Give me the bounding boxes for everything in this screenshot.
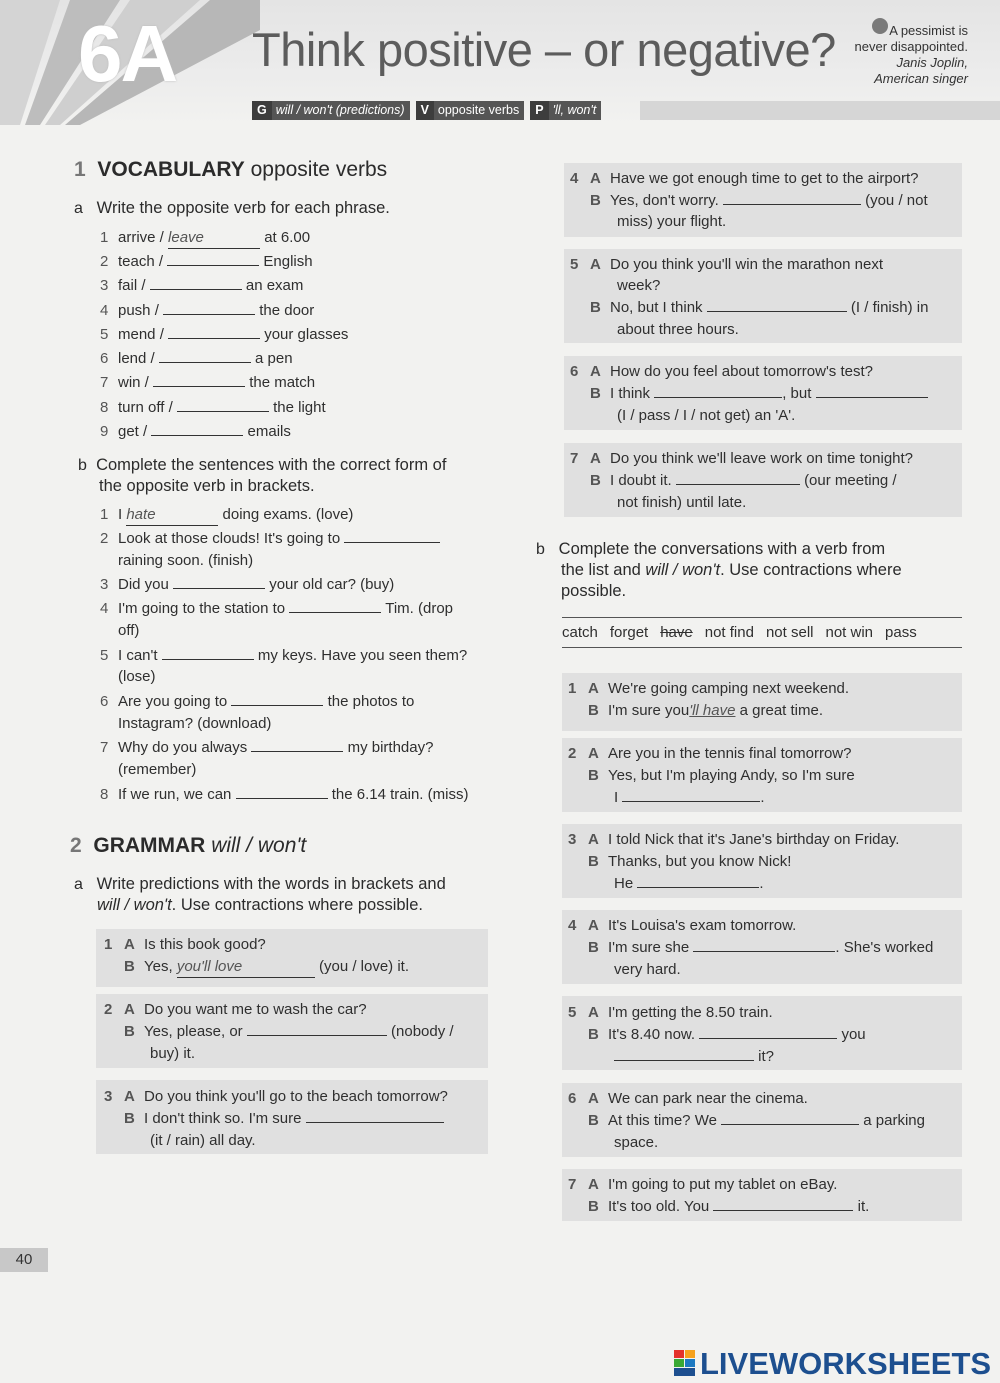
dialogue-text: . She's worked xyxy=(835,939,934,956)
dialogue-text: , but xyxy=(782,385,812,402)
word-list-item: not sell xyxy=(765,624,814,641)
answer-field[interactable] xyxy=(622,788,760,802)
item-prompt: teach / xyxy=(118,253,164,270)
dialogue-text: I xyxy=(614,789,619,806)
word-list-item-used: have xyxy=(660,624,693,641)
dialogue-text: Yes, xyxy=(144,958,173,975)
item-rest: the 6.14 train. (miss) xyxy=(331,786,469,803)
dialogue-text: (you / love) it. xyxy=(318,958,410,975)
dialogue-line-a: 3 A Do you think you'll go to the beach tomorrow? xyxy=(104,1088,448,1105)
tag-pronunciation xyxy=(530,101,601,120)
dialogue-line-a: 6 A We can park near the cinema. xyxy=(568,1090,808,1107)
answer-field[interactable]: you'll love xyxy=(177,957,315,978)
item-rest: the light xyxy=(273,399,326,416)
item-rest: doing exams. (love) xyxy=(222,506,354,523)
instruction-text: . Use contractions where possible. xyxy=(171,896,423,914)
dialogue-text: (our meeting / xyxy=(804,472,897,489)
dialogue-line-b: B Thanks, but you know Nick! xyxy=(588,853,792,870)
dialogue-text: I doubt it. xyxy=(610,472,672,489)
item-number: 3 xyxy=(100,277,109,294)
topic-tags xyxy=(252,101,601,120)
answer-field[interactable] xyxy=(177,398,269,412)
dialogue-text: At this time? We xyxy=(608,1112,717,1129)
word-list-bottom-rule xyxy=(562,647,962,648)
item-number: 7 xyxy=(570,450,579,467)
page-title: Think positive – or negative? xyxy=(252,23,836,76)
liveworksheets-brand[interactable]: LIVEWORKSHEETS xyxy=(700,1346,992,1381)
word-list xyxy=(562,623,917,643)
answer-field[interactable] xyxy=(231,692,323,706)
dialogue-text: a great time. xyxy=(739,702,824,719)
dialogue-line-a: 7 A Do you think we'll leave work on time tonight? xyxy=(570,450,914,467)
dialogue-text: I don't think so. I'm sure xyxy=(144,1110,302,1127)
quote-line: never disappointed. xyxy=(854,39,968,54)
dialogue-line-b: B Yes, but I'm playing Andy, so I'm sure xyxy=(588,767,855,784)
vocab-item xyxy=(100,276,303,296)
item-number: 7 xyxy=(100,739,109,756)
dialogue-text: He xyxy=(614,875,634,892)
dialogue-continuation: very hard. xyxy=(614,961,681,978)
item-prompt: I can't xyxy=(118,647,158,664)
dialogue-line-b: B I'm sure you'll have a great time. xyxy=(588,702,824,719)
item-rest: the match xyxy=(249,374,316,391)
answer-field[interactable] xyxy=(637,874,759,888)
dialogue-continuation: miss) your flight. xyxy=(617,213,727,230)
item-prompt: fail / xyxy=(118,277,146,294)
word-list-item: catch xyxy=(562,624,598,641)
dialogue-text: I told Nick that it's Jane's birthday on Friday. xyxy=(608,831,900,848)
quote-line: A pessimist is xyxy=(889,23,968,38)
answer-field[interactable] xyxy=(676,471,800,485)
item-number: 1 xyxy=(568,680,577,697)
item-prompt: win / xyxy=(118,374,149,391)
dialogue-text: It's 8.40 now. xyxy=(608,1026,696,1043)
dialogue-continuation: (it / rain) all day. xyxy=(150,1132,256,1149)
item-rest: English xyxy=(263,253,313,270)
vocab-item xyxy=(100,373,315,393)
answer-field[interactable]: hate xyxy=(126,505,218,526)
dialogue-text: Are you in the tennis final tomorrow? xyxy=(608,745,852,762)
item-continuation: Instagram? (download) xyxy=(118,715,272,732)
item-number: 2 xyxy=(100,530,109,547)
answer-field[interactable] xyxy=(713,1197,853,1211)
section-subtitle: will / won't xyxy=(211,834,307,857)
vocab-item xyxy=(100,349,293,369)
vocab-b-item xyxy=(100,575,394,595)
dialogue-line-a: 4 A Have we got enough time to get to the airport? xyxy=(570,170,919,187)
dialogue-line-b: B Yes, you'll love (you / love) it. xyxy=(104,957,409,978)
tag-grammar xyxy=(252,101,410,120)
dialogue-text: It's too old. You xyxy=(608,1198,710,1215)
item-number: 5 xyxy=(100,647,109,664)
section-title: GRAMMAR xyxy=(93,834,206,857)
answer-field[interactable] xyxy=(173,575,265,589)
dialogue-line-b: B No, but I think (I / finish) in xyxy=(590,299,929,316)
dialogue-line-b: B It's 8.40 now. you xyxy=(588,1026,866,1043)
item-prompt: I'm going to the station to xyxy=(118,600,286,617)
dialogue-line-b: B Yes, please, or (nobody / xyxy=(124,1023,454,1040)
dialogue-text: Do you think you'll go to the beach tomorrow? xyxy=(144,1088,448,1105)
instruction-text: Write predictions with the words in brackets and xyxy=(96,875,446,893)
answer-field[interactable] xyxy=(151,422,243,436)
instruction-text: possible. xyxy=(561,582,627,600)
section-subtitle: opposite verbs xyxy=(250,158,388,181)
item-prompt: turn off / xyxy=(118,399,173,416)
instruction-text: Write the opposite verb for each phrase. xyxy=(96,199,390,217)
dialogue-text: Have we got enough time to get to the airport? xyxy=(610,170,919,187)
answer-field[interactable] xyxy=(654,384,782,398)
dialogue-line-a: 2 A Do you want me to wash the car? xyxy=(104,1001,367,1018)
item-prompt: I xyxy=(118,506,123,523)
dialogue-text: it. xyxy=(857,1198,870,1215)
answer-field[interactable] xyxy=(721,1111,859,1125)
dialogue-text: Yes, but I'm playing Andy, so I'm sure xyxy=(608,767,855,784)
dialogue-continuation: I . xyxy=(614,789,765,806)
dialogue-line-a: 4 A It's Louisa's exam tomorrow. xyxy=(568,917,797,934)
dialogue-text: a parking xyxy=(863,1112,925,1129)
vocab-item xyxy=(100,301,314,321)
item-rest: my birthday? xyxy=(347,739,434,756)
dialogue-text: I'm sure you xyxy=(608,702,690,719)
instruction-text: Complete the conversations with a verb from xyxy=(558,540,886,558)
dialogue-line-a: 5 A Do you think you'll win the marathon next xyxy=(570,256,884,273)
dialogue-text: We're going camping next weekend. xyxy=(608,680,850,697)
item-rest: the door xyxy=(259,302,315,319)
tag-vocabulary xyxy=(416,101,525,120)
item-prompt: mend / xyxy=(118,326,164,343)
dialogue-line-a: 6 A How do you feel about tomorrow's test? xyxy=(570,363,873,380)
dialogue-text: I'm sure she xyxy=(608,939,690,956)
dialogue-continuation: week? xyxy=(617,277,661,294)
answer-field[interactable] xyxy=(693,938,835,952)
answer-field[interactable] xyxy=(162,646,254,660)
word-list-item: forget xyxy=(609,624,649,641)
item-continuation: raining soon. (finish) xyxy=(118,552,254,569)
quote-author: Janis Joplin, xyxy=(896,55,968,70)
quote xyxy=(798,23,968,87)
answer-field[interactable] xyxy=(614,1047,754,1061)
item-continuation: off) xyxy=(118,622,140,639)
answer-field[interactable] xyxy=(707,298,847,312)
page-number: 40 xyxy=(0,1248,48,1272)
instruction-text: the list and xyxy=(561,561,641,579)
item-number: 5 xyxy=(570,256,579,273)
dialogue-text: (you / not xyxy=(865,192,928,209)
dialogue-text: No, but I think xyxy=(610,299,703,316)
item-number: 1 xyxy=(104,936,113,953)
dialogue-line-b: B I don't think so. I'm sure xyxy=(104,1109,444,1129)
vocab-b-item xyxy=(100,599,453,619)
item-number: 6 xyxy=(570,363,579,380)
instruction-text: will / won't xyxy=(97,896,172,914)
item-prompt: Are you going to xyxy=(118,693,228,710)
item-continuation: (remember) xyxy=(118,761,197,778)
answer-field[interactable] xyxy=(816,384,928,398)
item-number: 7 xyxy=(100,374,109,391)
item-number: 1 xyxy=(100,506,109,523)
answer-field[interactable] xyxy=(247,1022,387,1036)
part-letter: b xyxy=(536,541,545,558)
answer-field[interactable] xyxy=(699,1025,837,1039)
item-rest: an exam xyxy=(245,277,304,294)
section-title: VOCABULARY xyxy=(97,158,245,181)
tag-text: 'll, won't xyxy=(552,103,597,117)
item-prompt: push / xyxy=(118,302,159,319)
dialogue-text: I'm getting the 8.50 train. xyxy=(608,1004,773,1021)
item-rest: emails xyxy=(247,423,291,440)
dialogue-line-b: B I think , but xyxy=(570,384,928,404)
item-number: 1 xyxy=(100,229,109,246)
section-number: 2 xyxy=(70,834,82,857)
vocab-b-item xyxy=(100,692,414,712)
item-prompt: arrive / xyxy=(118,229,164,246)
unit-code: 6A xyxy=(78,9,177,98)
item-prompt: get / xyxy=(118,423,148,440)
tag-text: will / won't (predictions) xyxy=(275,103,405,117)
answer-field[interactable] xyxy=(167,252,259,266)
grammar-b-instruction xyxy=(536,539,902,602)
dialogue-text: Yes, please, or xyxy=(144,1023,243,1040)
dialogue-line-b: B At this time? We a parking xyxy=(588,1112,925,1129)
dialogue-continuation: space. xyxy=(614,1134,659,1151)
dialogue-line-a: 1 A We're going camping next weekend. xyxy=(568,680,850,697)
item-number: 3 xyxy=(568,831,577,848)
word-list-item: pass xyxy=(885,624,917,641)
answer-field[interactable] xyxy=(236,785,328,799)
item-number: 2 xyxy=(100,253,109,270)
dialogue-line-a: 7 A I'm going to put my tablet on eBay. xyxy=(568,1176,838,1193)
item-number: 5 xyxy=(100,326,109,343)
dialogue-text: We can park near the cinema. xyxy=(608,1090,808,1107)
answer-field[interactable]: 'll have xyxy=(689,702,736,719)
dialogue-line-b: B I doubt it. (our meeting / xyxy=(590,472,897,489)
quote-author-desc: American singer xyxy=(874,71,968,86)
dialogue-text: Is this book good? xyxy=(144,936,266,953)
vocab-b-item xyxy=(100,738,433,758)
dialogue-text: Do you think you'll win the marathon next xyxy=(610,256,884,273)
word-list-item: not find xyxy=(704,624,754,641)
item-rest: Tim. (drop xyxy=(385,600,454,617)
liveworksheets-logo-icon xyxy=(674,1350,696,1376)
item-number: 4 xyxy=(568,917,577,934)
vocab-b-item xyxy=(100,646,467,666)
item-number: 6 xyxy=(100,350,109,367)
dialogue-line-b: B Yes, don't worry. (you / not xyxy=(590,192,928,209)
item-number: 3 xyxy=(100,576,109,593)
dialogue-continuation: not finish) until late. xyxy=(617,494,747,511)
tag-text: opposite verbs xyxy=(437,103,520,117)
dialogue-text: I think xyxy=(610,385,651,402)
item-prompt: Why do you always xyxy=(118,739,248,756)
dialogue-text: (I / finish) in xyxy=(850,299,929,316)
dialogue-line-a: 3 A I told Nick that it's Jane's birthday on Friday. xyxy=(568,831,900,848)
dialogue-text: It's Louisa's exam tomorrow. xyxy=(608,917,797,934)
dialogue-line-a: 2 A Are you in the tennis final tomorrow? xyxy=(568,745,852,762)
vocab-item xyxy=(100,325,348,345)
answer-field[interactable] xyxy=(168,325,260,339)
vocab-b-instruction xyxy=(78,455,446,497)
grammar-a-instruction xyxy=(74,874,446,916)
vocab-item xyxy=(100,398,326,418)
item-number: 3 xyxy=(104,1088,113,1105)
tag-bar xyxy=(640,101,1000,120)
vocab-b-item xyxy=(100,785,468,805)
dialogue-line-b: B It's too old. You it. xyxy=(588,1198,870,1215)
item-number: 8 xyxy=(100,399,109,416)
dialogue-text: I'm going to put my tablet on eBay. xyxy=(608,1176,838,1193)
item-number: 7 xyxy=(568,1176,577,1193)
vocab-a-instruction xyxy=(74,199,390,218)
dialogue-continuation: about three hours. xyxy=(617,321,739,338)
item-number: 8 xyxy=(100,786,109,803)
item-prompt: Look at those clouds! It's going to xyxy=(118,530,341,547)
answer-field[interactable] xyxy=(306,1109,444,1123)
answer-field[interactable] xyxy=(150,276,242,290)
answer-field[interactable] xyxy=(163,301,255,315)
instruction-text: the opposite verb in brackets. xyxy=(99,477,315,495)
item-number: 4 xyxy=(100,302,109,319)
vocab-item xyxy=(100,228,310,249)
section-grammar-heading xyxy=(70,834,306,858)
item-prompt: Did you xyxy=(118,576,169,593)
tag-letter: G xyxy=(252,101,272,120)
tag-letter: P xyxy=(530,101,548,120)
dialogue-line-b: B I'm sure she . She's worked xyxy=(588,939,934,956)
instruction-text: Complete the sentences with the correct form of xyxy=(96,456,447,474)
tag-letter: V xyxy=(416,101,434,120)
item-continuation: (lose) xyxy=(118,668,156,685)
dialogue-continuation: (I / pass / I / not get) an 'A'. xyxy=(617,407,796,424)
item-rest: the photos to xyxy=(327,693,415,710)
item-number: 4 xyxy=(100,600,109,617)
answer-field[interactable] xyxy=(723,191,861,205)
answer-field[interactable] xyxy=(344,529,440,543)
vocab-item xyxy=(100,422,291,442)
answer-field[interactable] xyxy=(289,599,381,613)
dialogue-text: (nobody / xyxy=(391,1023,454,1040)
dialogue-text: Yes, don't worry. xyxy=(610,192,719,209)
word-list-top-rule xyxy=(562,617,962,618)
answer-field[interactable]: leave xyxy=(168,228,260,249)
vocab-b-item xyxy=(100,529,440,549)
part-letter: b xyxy=(78,457,87,474)
item-rest: your old car? (buy) xyxy=(269,576,395,593)
dialogue-text: Thanks, but you know Nick! xyxy=(608,853,792,870)
item-number: 5 xyxy=(568,1004,577,1021)
dialogue-continuation xyxy=(614,1047,774,1067)
section-vocabulary-heading xyxy=(74,158,387,182)
item-rest: at 6.00 xyxy=(264,229,311,246)
item-number: 6 xyxy=(568,1090,577,1107)
item-number: 2 xyxy=(568,745,577,762)
dialogue-text: it? xyxy=(758,1048,775,1065)
dialogue-text: Do you want me to wash the car? xyxy=(144,1001,367,1018)
item-number: 4 xyxy=(570,170,579,187)
answer-field[interactable] xyxy=(159,349,251,363)
item-rest: a pen xyxy=(255,350,293,367)
dialogue-text: Do you think we'll leave work on time tonight? xyxy=(610,450,914,467)
item-number: 6 xyxy=(100,693,109,710)
item-rest: your glasses xyxy=(264,326,349,343)
instruction-text: will / won't xyxy=(645,561,721,579)
vocab-item xyxy=(100,252,313,272)
dialogue-line-a: 5 A I'm getting the 8.50 train. xyxy=(568,1004,773,1021)
part-letter: a xyxy=(74,876,83,893)
dialogue-continuation: buy) it. xyxy=(150,1045,196,1062)
dialogue-text: you xyxy=(841,1026,866,1043)
dialogue-line-a: 1 A Is this book good? xyxy=(104,936,266,953)
item-number: 9 xyxy=(100,423,109,440)
item-prompt: lend / xyxy=(118,350,155,367)
instruction-text: . Use contractions where xyxy=(720,561,902,579)
vocab-b-item xyxy=(100,505,353,526)
part-letter: a xyxy=(74,200,83,217)
item-number: 2 xyxy=(104,1001,113,1018)
section-number: 1 xyxy=(74,158,86,181)
word-list-item: not win xyxy=(825,624,874,641)
item-rest: my keys. Have you seen them? xyxy=(257,647,468,664)
item-prompt: If we run, we can xyxy=(118,786,232,803)
dialogue-text: How do you feel about tomorrow's test? xyxy=(610,363,873,380)
dialogue-continuation: He . xyxy=(614,875,764,892)
answer-field[interactable] xyxy=(153,373,245,387)
answer-field[interactable] xyxy=(251,738,343,752)
